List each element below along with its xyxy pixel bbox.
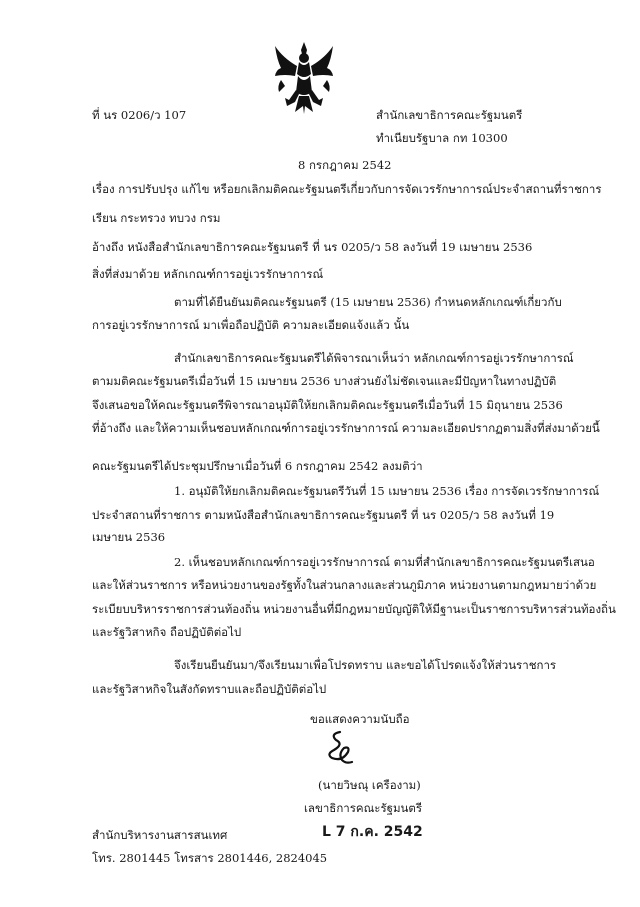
paragraph-2-line: จึงเสนอขอให้คณะรัฐมนตรีพิจารณาอนุมัติให้ยกเลิกมติคณะรัฐมนตรีเมื่อวันที่ 15 มิถุนายน 2536 bbox=[92, 398, 563, 412]
signatory-title: เลขาธิการคณะรัฐมนตรี bbox=[304, 801, 423, 815]
paragraph-1-line: การอยู่เวรรักษาการณ์ มาเพื่อถือปฏิบัติ ความละเอียดแจ้งแล้ว นั้น bbox=[92, 318, 410, 332]
addressee-line: เรียน กระทรวง ทบวง กรม bbox=[92, 211, 221, 225]
document-date: 8 กรกฎาคม 2542 bbox=[298, 158, 392, 172]
paragraph-1-line: ตามที่ได้ยืนยันมติคณะรัฐมนตรี (15 เมษายน 2536) กำหนดหลักเกณฑ์เกี่ยวกับ bbox=[174, 295, 562, 309]
resolution-item-2-line: และให้ส่วนราชการ หรือหน่วยงานของรัฐทั้งในส่วนกลางและส่วนภูมิภาค หน่วยงานตามกฎหมายว่าด้วย bbox=[92, 578, 597, 592]
stamped-date: L 7 ก.ค. 2542 bbox=[322, 824, 423, 840]
valediction: ขอแสดงความนับถือ bbox=[310, 712, 410, 726]
resolution-item-1-line: 1. อนุมัติให้ยกเลิกมติคณะรัฐมนตรีวันที่ 15 เมษายน 2536 เรื่อง การจัดเวรรักษาการณ์ bbox=[174, 484, 600, 498]
resolution-item-1-line: เมษายน 2536 bbox=[92, 530, 166, 544]
issuing-department: สำนักบริหารงานสารสนเทศ bbox=[92, 828, 228, 842]
garuda-emblem bbox=[273, 40, 335, 116]
closing-line: จึงเรียนยืนยันมา/จึงเรียนมาเพื่อโปรดทราบ และขอได้โปรดแจ้งให้ส่วนราชการ bbox=[174, 658, 557, 672]
reference-line: อ้างถึง หนังสือสำนักเลขาธิการคณะรัฐมนตรี ที่ นร 0205/ว 58 ลงวันที่ 19 เมษายน 2536 bbox=[92, 240, 533, 254]
closing-line: และรัฐวิสาหกิจในสังกัดทราบและถือปฏิบัติต่อไป bbox=[92, 682, 327, 696]
subject-line: เรื่อง การปรับปรุง แก้ไข หรือยกเลิกมติคณะรัฐมนตรีเกี่ยวกับการจัดเวรรักษาการณ์ประจำสถานที่ราชการ bbox=[92, 182, 602, 196]
contact-numbers: โทร. 2801445 โทรสาร 2801446, 2824045 bbox=[92, 851, 328, 865]
paragraph-3-intro: คณะรัฐมนตรีได้ประชุมปรึกษาเมื่อวันที่ 6 กรกฎาคม 2542 ลงมติว่า bbox=[92, 459, 423, 473]
office-name: สำนักเลขาธิการคณะรัฐมนตรี bbox=[376, 108, 523, 122]
enclosure-line: สิ่งที่ส่งมาด้วย หลักเกณฑ์การอยู่เวรรักษาการณ์ bbox=[92, 267, 324, 281]
reference-number: ที่ นร 0206/ว 107 bbox=[92, 108, 187, 122]
resolution-item-1-line: ประจำสถานที่ราชการ ตามหนังสือสำนักเลขาธิการคณะรัฐมนตรี ที่ นร 0205/ว 58 ลงวันที่ 19 bbox=[92, 508, 555, 522]
paragraph-2-line: ที่อ้างถึง และให้ความเห็นชอบหลักเกณฑ์การอยู่เวรรักษาการณ์ ความละเอียดปรากฏตามสิ่งที่ส่งมาด้วยนี้ bbox=[92, 421, 600, 435]
signatory-name: (นายวิษณุ เครืองาม) bbox=[318, 778, 421, 792]
resolution-item-2-line: และรัฐวิสาหกิจ ถือปฏิบัติต่อไป bbox=[92, 625, 242, 639]
resolution-item-2-line: ระเบียบบริหารราชการส่วนท้องถิ่น หน่วยงานอื่นที่มีกฎหมายบัญญัติให้มีฐานะเป็นราชการบริหารส่วนท้องถิ่น bbox=[92, 602, 616, 616]
resolution-item-2-line: 2. เห็นชอบหลักเกณฑ์การอยู่เวรรักษาการณ์ ตามที่สำนักเลขาธิการคณะรัฐมนตรีเสนอ bbox=[174, 555, 595, 569]
office-address: ทำเนียบรัฐบาล กท 10300 bbox=[376, 131, 508, 145]
paragraph-2-line: สำนักเลขาธิการคณะรัฐมนตรีได้พิจารณาเห็นว่า หลักเกณฑ์การอยู่เวรรักษาการณ์ bbox=[174, 351, 574, 365]
handwritten-signature bbox=[318, 728, 358, 768]
paragraph-2-line: ตามมติคณะรัฐมนตรีเมื่อวันที่ 15 เมษายน 2536 บางส่วนยังไม่ชัดเจนและมีปัญหาในทางปฏิบัติ bbox=[92, 374, 557, 388]
